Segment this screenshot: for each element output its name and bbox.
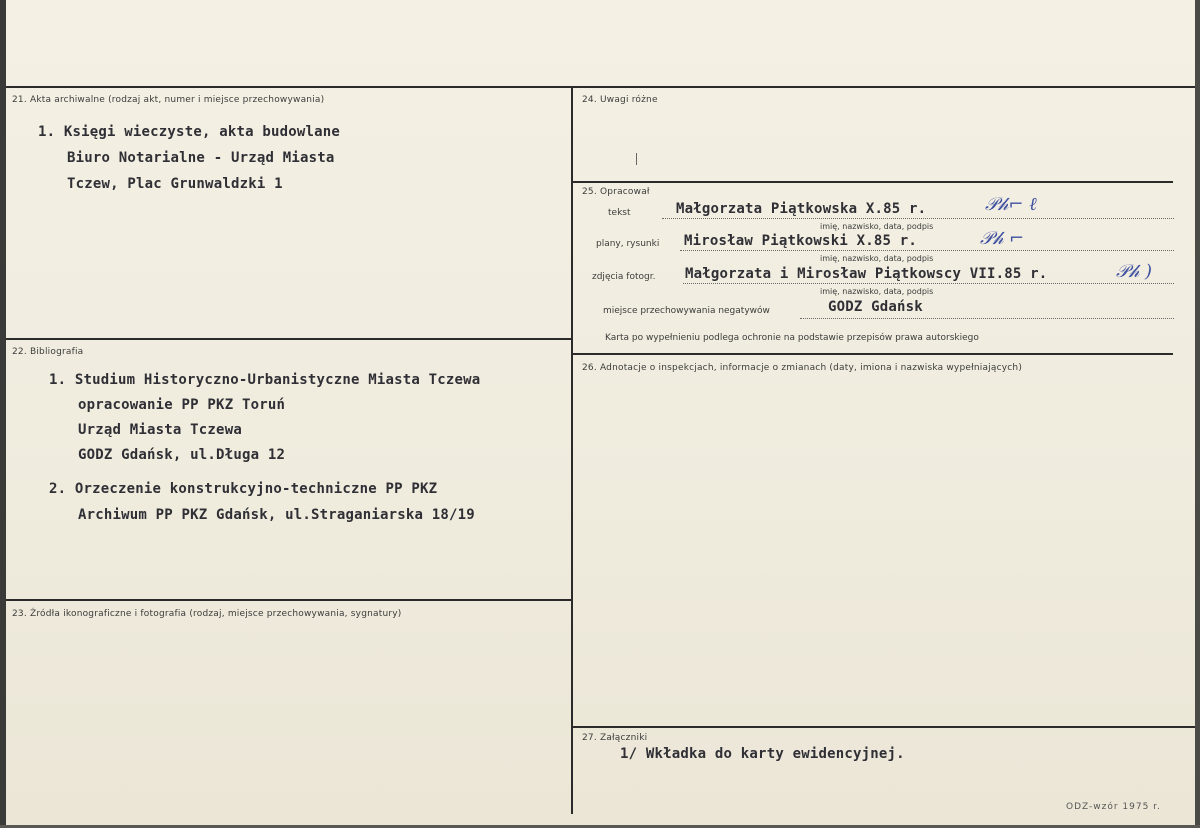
divider-left-21-22 — [6, 338, 572, 340]
scan-edge-left — [0, 0, 6, 828]
divider-center — [571, 86, 573, 814]
section-26-label: 26. Adnotacje o inspekcjach, informacje o zmianach (daty, imiona i nazwiska wypełniających) — [582, 363, 1023, 373]
zdjecia-sublabel: imię, nazwisko, data, podpis — [820, 287, 934, 296]
signature-3: 𝒫𝒽 ) — [1116, 261, 1153, 282]
divider-top — [6, 86, 1195, 88]
tekst-value: Małgorzata Piątkowska X.85 r. — [676, 201, 927, 217]
section-21-line-2: Biuro Notarialne - Urząd Miasta — [67, 150, 335, 166]
zdjecia-value: Małgorzata i Mirosław Piątkowscy VII.85 r. — [685, 266, 1048, 282]
negatywy-value: GODZ Gdańsk — [828, 299, 923, 315]
tekst-sublabel: imię, nazwisko, data, podpis — [820, 222, 934, 231]
divider-right-25-26 — [572, 353, 1173, 355]
section-22-line-2: opracowanie PP PKZ Toruń — [78, 397, 286, 413]
negatywy-underline — [800, 318, 1174, 319]
scan-edge-right — [1195, 0, 1200, 828]
plany-value: Mirosław Piątkowski X.85 r. — [684, 233, 917, 249]
tekst-label: tekst — [608, 208, 631, 218]
section-23-label: 23. Źródła ikonograficzne i fotografia (rodzaj, miejsce przechowywania, sygnatury) — [12, 609, 402, 619]
section-22-line-6: Archiwum PP PKZ Gdańsk, ul.Straganiarska 18/19 — [78, 507, 475, 523]
section-21-label: 21. Akta archiwalne (rodzaj akt, numer i miejsce przechowywania) — [12, 95, 325, 105]
form-footer: ODZ-wzór 1975 r. — [1066, 802, 1161, 812]
section-27-label: 27. Załączniki — [582, 733, 648, 743]
copyright-note: Karta po wypełnieniu podlega ochronie na podstawie przepisów prawa autorskiego — [605, 333, 979, 343]
mark-24 — [636, 153, 637, 165]
section-27-line-1: 1/ Wkładka do karty ewidencyjnej. — [620, 746, 905, 762]
section-21-line-1: 1. Księgi wieczyste, akta budowlane — [38, 124, 341, 140]
section-25-label: 25. Opracował — [582, 187, 650, 197]
plany-label: plany, rysunki — [596, 239, 660, 249]
zdjecia-underline — [683, 283, 1174, 284]
signature-2: 𝒫𝒽 ⌐ — [980, 228, 1025, 249]
section-22-line-5: 2. Orzeczenie konstrukcyjno-techniczne PP PKZ — [49, 481, 438, 497]
section-21-line-3: Tczew, Plac Grunwaldzki 1 — [67, 176, 283, 192]
section-24-label: 24. Uwagi różne — [582, 95, 658, 105]
signature-1: 𝒫𝒽⌐ ℓ — [985, 194, 1037, 215]
section-22-line-1: 1. Studium Historyczno-Urbanistyczne Miasta Tczewa — [49, 372, 481, 388]
section-22-line-4: GODZ Gdańsk, ul.Długa 12 — [78, 447, 286, 463]
divider-right-26-27 — [572, 726, 1195, 728]
divider-right-24-25 — [572, 181, 1173, 183]
tekst-underline — [662, 218, 1174, 219]
section-22-line-3: Urząd Miasta Tczewa — [78, 422, 242, 438]
divider-left-22-23 — [6, 599, 572, 601]
plany-sublabel: imię, nazwisko, data, podpis — [820, 254, 934, 263]
negatywy-label: miejsce przechowywania negatywów — [603, 306, 770, 316]
plany-underline — [680, 250, 1174, 251]
section-22-label: 22. Bibliografia — [12, 347, 84, 357]
zdjecia-label: zdjęcia fotogr. — [592, 272, 656, 282]
